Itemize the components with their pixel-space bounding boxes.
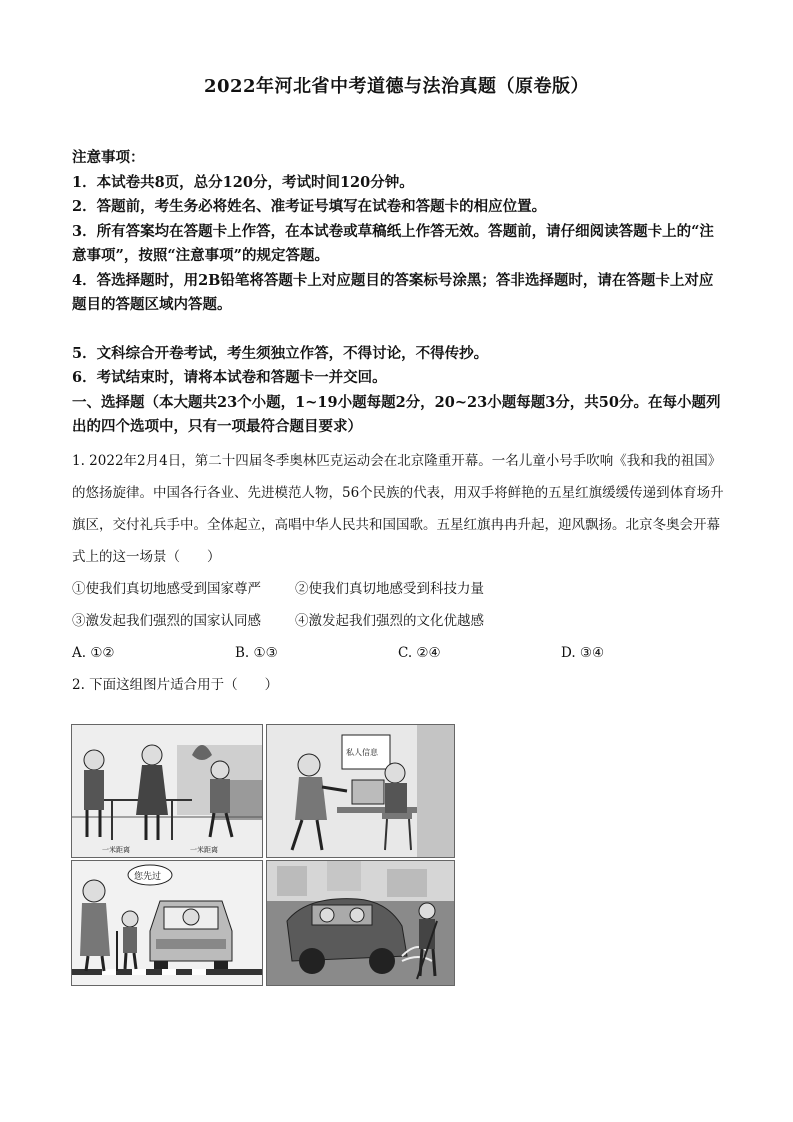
note-item-4: 4．答选择题时，用2B铅笔将答题卡上对应题目的答案标号涂黑；答非选择题时，请在答题卡上对应题目的答题区域内答题。: [72, 271, 714, 313]
picture-queue: [71, 724, 263, 858]
question-1-stem: 1. 2022年2月4日，第二十四届冬季奥林匹克运动会在北京隆重开幕。一名儿童小号手吹响《我和我的祖国》的悠扬旋律。中国各行各业、先进模范人物，56个民族的代表，用双手将鲜艳的五星红旗缓缓传递到体育场升旗区，交付礼兵手中。全体起立，高唱中华人民共和国国歌。五星红旗冉冉升起，迎风飘扬。北京冬奥会开幕式上的这一场景（ ）: [72, 453, 724, 565]
picture-queue-caption-right: 一米距离: [190, 846, 218, 854]
statement-1: ①使我们真切地感受到国家尊严: [72, 581, 261, 597]
question-1-options: [72, 637, 724, 669]
picture-crosswalk: [71, 860, 263, 986]
note-item-3: 3．所有答案均在答题卡上作答，在本试卷或草稿纸上作答无效。答题前，请仔细阅读答题卡上的“注意事项”，按照“注意事项”的规定答题。: [72, 222, 714, 264]
option-c: C. ②④: [398, 645, 441, 661]
notes-heading: 注意事项：: [72, 149, 145, 166]
question-2-stem: 2. 下面这组图片适合用于（ ）: [72, 677, 279, 693]
statement-4: ④激发起我们强烈的文化优越感: [295, 613, 484, 629]
question-1-statements-b: [72, 605, 724, 637]
question-1: [72, 445, 724, 701]
page-title: 2022年河北省中考道德与法治真题（原卷版）: [203, 76, 590, 97]
option-d: D. ③④: [561, 645, 605, 661]
question-2-picture-group: [71, 724, 453, 984]
statement-3: ③激发起我们强烈的国家认同感: [72, 613, 261, 629]
question-1-statements-a: [72, 573, 724, 605]
picture-computer: [266, 724, 455, 858]
note-item-5: 5．文科综合开卷考试，考生须独立作答，不得讨论，不得传抄。: [72, 344, 489, 362]
note-item-2: 2．答题前，考生务必将姓名、准考证号填写在试卷和答题卡的相应位置。: [72, 198, 547, 215]
picture-computer-sign: 私人信息: [346, 748, 378, 757]
note-item-1: 1．本试卷共8页，总分120分，考试时间120分钟。: [72, 173, 414, 191]
statement-2: ②使我们真切地感受到科技力量: [295, 581, 484, 597]
picture-splash: [266, 860, 455, 986]
option-b: B. ①③: [235, 645, 278, 661]
exam-notes: [72, 146, 724, 440]
picture-crosswalk-bubble: 您先过: [134, 872, 162, 882]
option-a: A. ①②: [72, 645, 115, 661]
picture-queue-caption-left: 一米距离: [102, 846, 130, 854]
section-heading: 一、选择题（本大题共23个小题，1~19小题每题2分，20~23小题每题3分，共50分。在每小题列出的四个选项中，只有一项最符合题目要求）: [72, 393, 721, 435]
note-item-6: 6．考试结束时，请将本试卷和答题卡一并交回。: [72, 369, 387, 386]
